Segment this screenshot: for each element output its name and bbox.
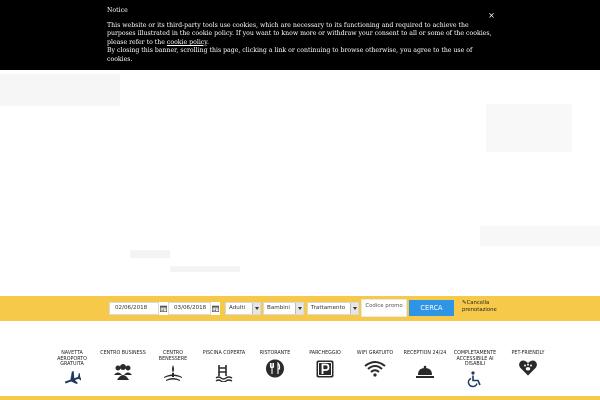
children-value: Bambini [267, 305, 290, 311]
cookie-text [107, 22, 497, 64]
chevron-down-icon [350, 303, 358, 314]
hero-caption-bar [480, 226, 600, 246]
adults-value: Adulti [229, 305, 246, 311]
paw-icon [519, 359, 538, 376]
amenity-label: PET-FRIENDLY [511, 351, 545, 356]
amenity-reception [402, 351, 448, 357]
wheelchair-icon [467, 371, 483, 388]
adults-select[interactable] [225, 302, 261, 315]
amenity-restaurant [252, 351, 298, 357]
amenity-parking [302, 351, 348, 357]
chevron-down-icon [295, 303, 303, 314]
amenity-label: PISCINA COPERTA [202, 351, 246, 356]
wifi-icon [364, 360, 386, 377]
calendar-icon[interactable] [211, 302, 220, 315]
amenity-label: NAVETTA AEROPORTO GRATUITA [57, 351, 87, 368]
amenity-label: PARCHEGGIO [309, 351, 341, 356]
amenity-wellness-center [150, 351, 196, 362]
amenity-label: RISTORANTE [259, 351, 291, 356]
parking-icon [316, 360, 334, 378]
search-button[interactable]: CERCA [409, 300, 454, 316]
amenity-indoor-pool [201, 351, 247, 357]
cancel-booking-link[interactable] [462, 300, 522, 314]
pool-icon [215, 364, 233, 382]
cookie-consent-text: By closing this banner, scrolling this page, clicking a link or continuing to browse otherwise, you agree to the use of cookies. [107, 47, 473, 63]
amenity-label: CENTRO BENESSERE [158, 351, 188, 362]
amenity-label: WIFI GRATUITO [356, 351, 394, 356]
chevron-down-icon [252, 303, 260, 314]
cookie-policy-link[interactable]: cookie policy [166, 38, 207, 46]
hero-graphic [486, 104, 572, 152]
amenity-label: COMPLETAMENTE ACCESSIBILE AI DISABILI [453, 351, 497, 368]
checkin-input[interactable]: 02/06/2018 [109, 302, 159, 315]
footer-strip [0, 396, 600, 400]
cookie-title: Notice [107, 7, 128, 14]
cancel-label-2: prenotazione [462, 307, 497, 313]
promo-code-input[interactable]: Codice promo [361, 299, 407, 317]
site-logo[interactable] [0, 74, 120, 106]
bell-icon [415, 365, 435, 379]
amenity-label: RECEPTION 24/24 [403, 351, 447, 356]
amenity-free-wifi [352, 351, 398, 357]
amenity-pet-friendly [505, 351, 551, 357]
restaurant-icon [266, 359, 285, 378]
pencil-icon: ✎ [462, 300, 467, 306]
amenity-business-center [100, 351, 146, 357]
children-select[interactable] [263, 302, 304, 315]
close-icon[interactable]: × [488, 11, 495, 20]
hero-text-line [130, 250, 170, 258]
hero-text-line [170, 266, 240, 272]
amenity-label: CENTRO BUSINESS [100, 351, 146, 356]
amenity-accessible [452, 351, 498, 368]
cookie-body-end: . [206, 38, 209, 46]
calendar-icon[interactable] [159, 302, 168, 315]
people-icon [113, 363, 133, 381]
treatment-select[interactable] [307, 302, 359, 315]
spa-icon [163, 364, 183, 384]
checkout-input[interactable]: 03/06/2018 [168, 302, 211, 315]
cookie-banner [0, 0, 600, 70]
amenity-airport-shuttle [49, 351, 95, 368]
cookie-body-text: This website or its third-party tools use cookies, which are necessary to its functioning and required to achieve the purposes illustrated in the cookie policy. If you want to know more or withdraw your consent to all or some of the cookies, please refer to the [107, 22, 492, 46]
airplane-icon [63, 371, 81, 385]
treatment-value: Trattamento [311, 305, 346, 311]
cancel-label-1: Cancella [466, 300, 490, 306]
